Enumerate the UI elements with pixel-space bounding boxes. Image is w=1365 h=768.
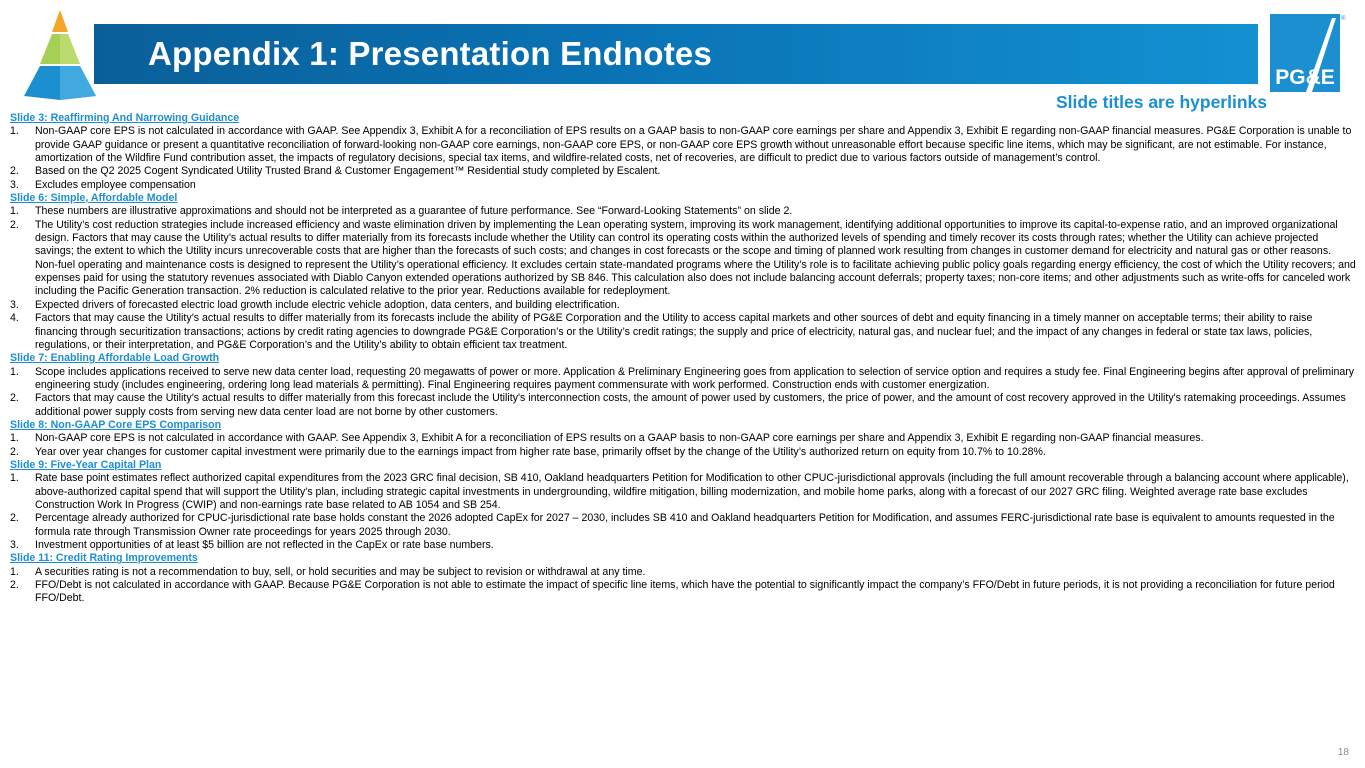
- endnote-text: Scope includes applications received to serve new data center load, requesting 20 megawatts of power or more. Application & Preliminary Engineering goes from application to selection of service option and requires a study fee. Final Engineering begins after approval of preliminary engineering study (includes engineering, ordering long lead materials & permitting). Final Engineering requires payment commensurate with work performed. Construction ends with customer energization.: [35, 365, 1355, 391]
- endnote-item: [10, 366, 1356, 393]
- endnote-item: [10, 472, 1356, 512]
- section-title-link[interactable]: Slide 9: Five-Year Capital Plan: [10, 458, 162, 471]
- endnote-text: Based on the Q2 2025 Cogent Syndicated Utility Trusted Brand & Customer Engagement™ Residential study completed by Escalent.: [35, 165, 661, 178]
- endnote-item: [10, 566, 1356, 579]
- endnote-number: 1.: [10, 365, 19, 378]
- endnote-item: [10, 392, 1356, 419]
- section-title-link[interactable]: Slide 3: Reaffirming And Narrowing Guidance: [10, 112, 240, 124]
- endnote-item: [10, 165, 1356, 178]
- endnote-text: A securities rating is not a recommendation to buy, sell, or hold securities and may be subject to revision or withdrawal at any time.: [35, 565, 646, 578]
- endnotes-content: [10, 112, 1356, 606]
- section-title-link[interactable]: Slide 8: Non-GAAP Core EPS Comparison: [10, 418, 222, 431]
- endnote-number: 1.: [10, 472, 19, 485]
- endnote-text: Non-GAAP core EPS is not calculated in accordance with GAAP. See Appendix 3, Exhibit A for a reconciliation of EPS results on a GAAP basis to non-GAAP core earnings per share and Appendix 3, Exhibit E regarding non-GAAP financial measures. PG&E Corporation is unable to provide GAAP guidance or present a quantitative reconciliation of forward-looking non-GAAP core earnings, non-GAAP core EPS, or non-GAAP core EPS growth without unreasonable effort because specific line items, which may be significant, are not estimable. For instance, amortization of the Wildfire Fund contribution asset, the impacts of regulatory decisions, special tax items, and wildfire-related costs, net of recoveries, are difficult to predict due to various factors outside of management’s control.: [35, 125, 1352, 165]
- endnote-item: [10, 312, 1356, 352]
- endnote-text: Excludes employee compensation: [35, 178, 196, 191]
- endnote-number: 3.: [10, 298, 19, 311]
- endnote-number: 1.: [10, 125, 19, 138]
- endnote-number: 3.: [10, 178, 19, 191]
- endnote-item: [10, 512, 1356, 539]
- endnote-text: FFO/Debt is not calculated in accordance with GAAP. Because PG&E Corporation is not able to estimate the impact of specific line items, which have the potential to significantly impact the company’s FFO/Debt in future periods, it is not providing a reconciliation for future period FFO/Debt.: [35, 579, 1335, 605]
- svg-text:PG&E: PG&E: [1275, 66, 1335, 89]
- endnote-number: 1.: [10, 565, 19, 578]
- endnote-text: Year over year changes for customer capital investment were primarily due to the earnings impact from higher rate base, primarily offset by the change of the Utility’s authorized return on equity from 10.7% to 10.28%.: [35, 445, 1046, 458]
- endnote-item: [10, 579, 1356, 606]
- endnote-item: [10, 219, 1356, 299]
- endnote-number: 1.: [10, 205, 19, 218]
- endnote-text: Rate base point estimates reflect authorized capital expenditures from the 2023 GRC final decision, SB 410, Oakland headquarters Petition for Modification to other CPUC-jurisdictional approvals (including the full amount recoverable through a balancing account where applicable), above-authorized capital spend that will support the Utility's plan, including strategic capital investments in undergrounding, wildfire mitigation, billing modernization, and mobile home parks, along with a forecast of our 2027 GRC filing. Weighted average rate base excludes Construction Work In Progress (CWIP) and non-earnings rate base related to AB 1054 and SB 254.: [35, 472, 1349, 511]
- page-number: 18: [1337, 747, 1349, 758]
- section-title-link[interactable]: Slide 7: Enabling Affordable Load Growth: [10, 352, 220, 365]
- endnote-number: 2.: [10, 218, 19, 231]
- endnote-text: Factors that may cause the Utility’s actual results to differ materially from this forecast include the Utility's interconnection costs, the amount of power used by customers, the price of power, and the amount of cost recovery approved in the Utility's ratemaking proceedings. Assumes additional power supply costs from serving new data center load are not borne by other customers.: [35, 392, 1346, 418]
- svg-text:®: ®: [1341, 16, 1346, 22]
- endnote-item: [10, 125, 1356, 165]
- endnote-item: [10, 446, 1356, 459]
- endnote-number: 2.: [10, 579, 19, 592]
- endnote-number: 2.: [10, 512, 19, 525]
- endnote-number: 2.: [10, 165, 19, 178]
- endnote-number: 2.: [10, 392, 19, 405]
- pyramid-icon: [10, 8, 110, 100]
- pge-logo: [1270, 14, 1344, 94]
- endnote-text: Investment opportunities of at least $5 billion are not reflected in the CapEx or rate base numbers.: [35, 539, 494, 551]
- endnote-text: These numbers are illustrative approximations and should not be interpreted as a guarantee of future performance. See “Forward-Looking Statements” on slide 2.: [35, 205, 793, 218]
- endnote-text: Non-GAAP core EPS is not calculated in accordance with GAAP. See Appendix 3, Exhibit A for a reconciliation of EPS results on a GAAP basis to non-GAAP core earnings per share and Appendix 3, Exhibit E regarding non-GAAP financial measures.: [35, 432, 1204, 445]
- endnote-text: The Utility’s cost reduction strategies include increased efficiency and waste elimination driven by implementing the Lean operating system, improving its work management, identifying additional opportunities to improve its capital-to-expense ratio, and an improved organizational design. Factors that may cause the Utility’s actual results to differ materially from its forecasts include whether the Utility can control its operating costs within the authorized levels of spending and timely recover its costs through rates; whether the Utility can achieve projected savings; the extent to which the Utility incurs unrecoverable costs that are higher than the forecasts of such costs; and changes in cost forecasts or the scope and timing of planned work resulting from changes in customer demand for electricity and natural gas or other reasons. Non-fuel operating and maintenance costs is designed to represent the Utility’s operational efficiency. It excludes certain state-mandated programs where the Utility’s role is to facilitate achieving public policy goals regarding energy efficiency, the cost of which the Utility recovers; and expenses paid for using the statutory revenues associated with Diablo Canyon extended operations authorized by SB 846. This calculation also does not include balancing account deferrals; property taxes; non-core items; and other adjustments such as write-offs for canceled work including the Pacific Generation transaction. 2% reduction is calculated relative to the prior year. Reductions available for redeployment.: [35, 218, 1356, 298]
- hyperlink-note: Slide titles are hyperlinks: [1055, 92, 1267, 112]
- endnote-item: [10, 539, 1356, 552]
- page-title: Appendix 1: Presentation Endnotes: [148, 35, 713, 72]
- endnote-number: 1.: [10, 432, 19, 445]
- section-title-link[interactable]: Slide 6: Simple, Affordable Model: [10, 192, 178, 205]
- endnote-number: 3.: [10, 539, 19, 551]
- endnote-item: [10, 179, 1356, 192]
- endnote-number: 2.: [10, 445, 19, 458]
- endnote-item: [10, 205, 1356, 218]
- endnote-item: [10, 299, 1356, 312]
- endnote-number: 4.: [10, 312, 19, 325]
- endnote-text: Factors that may cause the Utility’s actual results to differ materially from its forecasts include the ability of PG&E Corporation and the Utility to access capital markets and other sources of debt and equity financing in a timely manner on acceptable terms; their ability to raise financing through securitization transactions; actions by credit rating agencies to downgrade PG&E Corporation’s or the Utility’s credit ratings; the supply and price of electricity, natural gas, and nuclear fuel; and the impact of any changes in federal or state tax laws, policies, regulations, or their interpretation, and PG&E Corporation’s and the Utility’s ability to obtain efficient tax treatment.: [35, 312, 1313, 351]
- section-title-link[interactable]: Slide 11: Credit Rating Improvements: [10, 552, 198, 565]
- endnote-item: [10, 432, 1356, 445]
- endnote-text: Expected drivers of forecasted electric load growth include electric vehicle adoption, data centers, and building electrification.: [35, 298, 620, 311]
- endnote-text: Percentage already authorized for CPUC-jurisdictional rate base holds constant the 2026 adopted CapEx for 2027 – 2030, includes SB 410 and Oakland headquarters Petition for Modification, and assumes FERC-jurisdictional rate base is equivalent to amounts requested in the formula rate through Transmission Owner rate proceedings for years 2025 through 2030.: [35, 512, 1335, 538]
